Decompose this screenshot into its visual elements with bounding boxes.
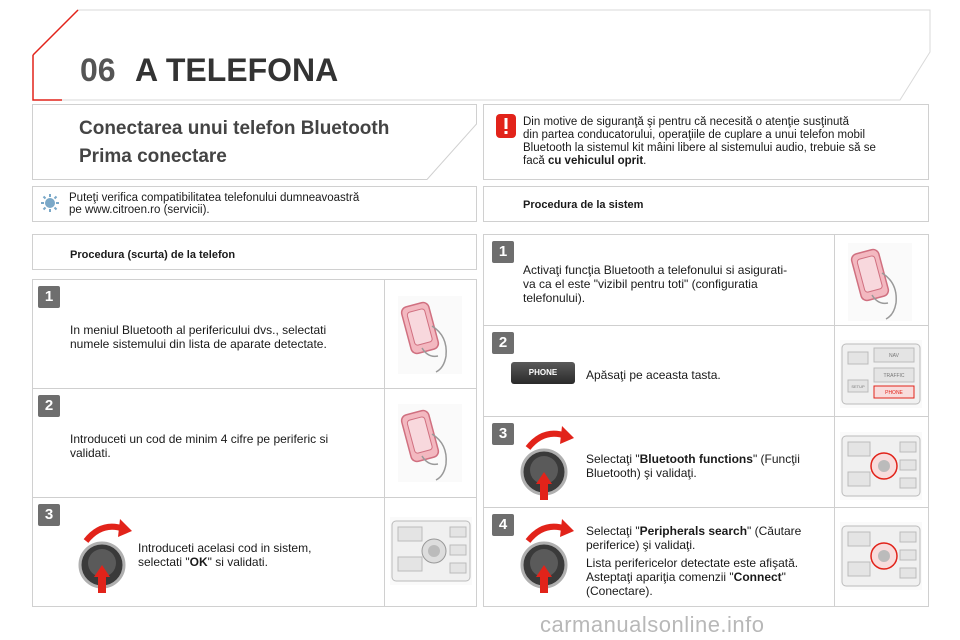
right-step-4-line5: (Conectare). bbox=[586, 584, 653, 598]
right-step-1-line3: telefonului). bbox=[523, 291, 586, 305]
right-step-4-prefix: Selectaţi " bbox=[586, 524, 640, 538]
left-divider-1 bbox=[32, 388, 477, 389]
left-step-3-line2 bbox=[138, 555, 311, 569]
right-column-divider bbox=[834, 234, 835, 607]
right-step-4-number: 4 bbox=[492, 514, 514, 536]
right-step-3-number: 3 bbox=[492, 423, 514, 445]
chapter-number: 06 bbox=[80, 52, 116, 88]
left-step-2-line1: Introduceti un cod de minim 4 cifre pe periferic si bbox=[70, 432, 329, 446]
warning-text bbox=[523, 116, 876, 168]
left-step-3-line2-prefix: selectati " bbox=[138, 555, 190, 569]
right-step-1-line2: va ca el este "vizibil pentru toti" (configuratia bbox=[523, 277, 758, 291]
panel-phone-label: PHONE bbox=[885, 390, 903, 396]
right-step-4-line3: Lista perifericelor detectate este afişată. bbox=[586, 556, 799, 570]
left-step-2-text bbox=[70, 432, 328, 460]
tip-text bbox=[69, 192, 359, 216]
right-divider-3 bbox=[483, 507, 929, 508]
left-step-2-line2: validati. bbox=[70, 446, 111, 460]
right-step-4-bold: Peripherals search bbox=[639, 524, 748, 538]
warning-line4-prefix: facă bbox=[523, 155, 548, 167]
left-step-1-line2: numele sistemului din lista de aparate detectate. bbox=[70, 337, 327, 351]
right-step-4-line4-prefix: Asteptaţi apariţia comenzii " bbox=[586, 570, 734, 584]
left-step-1-text bbox=[70, 323, 327, 351]
right-divider-1 bbox=[483, 325, 929, 326]
rotary-knob-icon bbox=[514, 422, 576, 502]
rotary-knob-icon bbox=[72, 515, 134, 595]
right-step-3-text bbox=[586, 452, 800, 480]
right-step-3-suffix: " (Funcţii bbox=[752, 452, 800, 466]
left-step-3-text bbox=[138, 541, 311, 569]
tip-line2: pe www.citroen.ro (servicii). bbox=[69, 204, 210, 216]
right-step-3-line1 bbox=[586, 452, 800, 466]
right-step-2-text: Apăsaţi pe aceasta tasta. bbox=[586, 368, 721, 382]
warning-line4-bold: cu vehiculul oprit bbox=[547, 155, 644, 167]
warning-line1: Din motive de siguranţă şi pentru că necesită o atenţie susţinută bbox=[523, 116, 850, 128]
right-step-4-line2: periferice) şi validaţi. bbox=[586, 538, 696, 552]
right-heading: Procedura de la sistem bbox=[523, 199, 644, 211]
left-step-3-line1: Introduceti acelasi cod in sistem, bbox=[138, 541, 312, 555]
right-step-1-text bbox=[523, 263, 787, 305]
chapter-title: A TELEFONA bbox=[135, 52, 339, 88]
right-step-3-prefix: Selectaţi " bbox=[586, 452, 640, 466]
gear-sun-icon bbox=[40, 193, 60, 213]
tip-line1: Puteţi verifica compatibilitatea telefonului dumneavoastră bbox=[69, 192, 360, 204]
warning-line4 bbox=[523, 155, 876, 168]
right-step-4-line4 bbox=[586, 570, 801, 584]
left-step-3-number: 3 bbox=[38, 504, 60, 526]
control-panel-icon bbox=[840, 522, 922, 590]
left-step-2-number: 2 bbox=[38, 395, 60, 417]
right-step-4-connect: Connect bbox=[733, 570, 782, 584]
section-title-line1: Conectarea unui telefon Bluetooth bbox=[79, 118, 390, 139]
left-step-1-line1: In meniul Bluetooth al perifericului dvs., selectati bbox=[70, 323, 327, 337]
warning-line4-suffix: . bbox=[643, 155, 647, 167]
right-step-1-line1: Activaţi funcţia Bluetooth a telefonului si asigurati- bbox=[523, 263, 788, 277]
watermark: carmanualsonline.info bbox=[540, 612, 765, 637]
left-heading: Procedura (scurta) de la telefon bbox=[70, 249, 236, 261]
control-panel-icon bbox=[840, 340, 922, 408]
panel-traffic-label: TRAFFIC bbox=[883, 373, 905, 379]
control-panel-icon bbox=[840, 432, 922, 500]
right-step-4-line4-suffix: " bbox=[781, 570, 786, 584]
right-divider-2 bbox=[483, 416, 929, 417]
phone-in-hand-icon bbox=[848, 243, 912, 321]
right-step-3-line2: Bluetooth) şi validaţi. bbox=[586, 466, 697, 480]
left-step-1-number: 1 bbox=[38, 286, 60, 308]
phone-in-hand-icon bbox=[398, 404, 462, 482]
phone-button[interactable]: PHONE bbox=[511, 362, 575, 384]
phone-in-hand-icon bbox=[398, 296, 462, 374]
right-step-3-bold: Bluetooth functions bbox=[639, 452, 753, 466]
warning-line2: din partea conducatorului, operaţiile de cuplare a unui telefon mobil bbox=[523, 129, 866, 141]
rotary-knob-icon bbox=[514, 515, 576, 595]
left-step-3-line2-suffix: " si validati. bbox=[207, 555, 268, 569]
right-step-1-number: 1 bbox=[492, 241, 514, 263]
right-step-4-line1 bbox=[586, 524, 801, 538]
section-title-line2: Prima conectare bbox=[79, 146, 227, 167]
warning-icon bbox=[494, 112, 518, 140]
panel-setup-label: SETUP bbox=[851, 384, 865, 389]
right-step-4-text bbox=[586, 524, 801, 598]
section-title-box bbox=[32, 104, 477, 180]
control-panel-icon bbox=[390, 517, 472, 585]
panel-nav-label: NAV bbox=[889, 353, 899, 359]
left-column-divider bbox=[384, 279, 385, 607]
right-step-2-number: 2 bbox=[492, 332, 514, 354]
right-step-4-suffix: " (Căutare bbox=[747, 524, 802, 538]
warning-line3: Bluetooth la sistemul kit mâini libere al sistemului audio, trebuie să se bbox=[523, 142, 876, 154]
left-divider-2 bbox=[32, 497, 477, 498]
left-step-3-ok: OK bbox=[189, 555, 208, 569]
